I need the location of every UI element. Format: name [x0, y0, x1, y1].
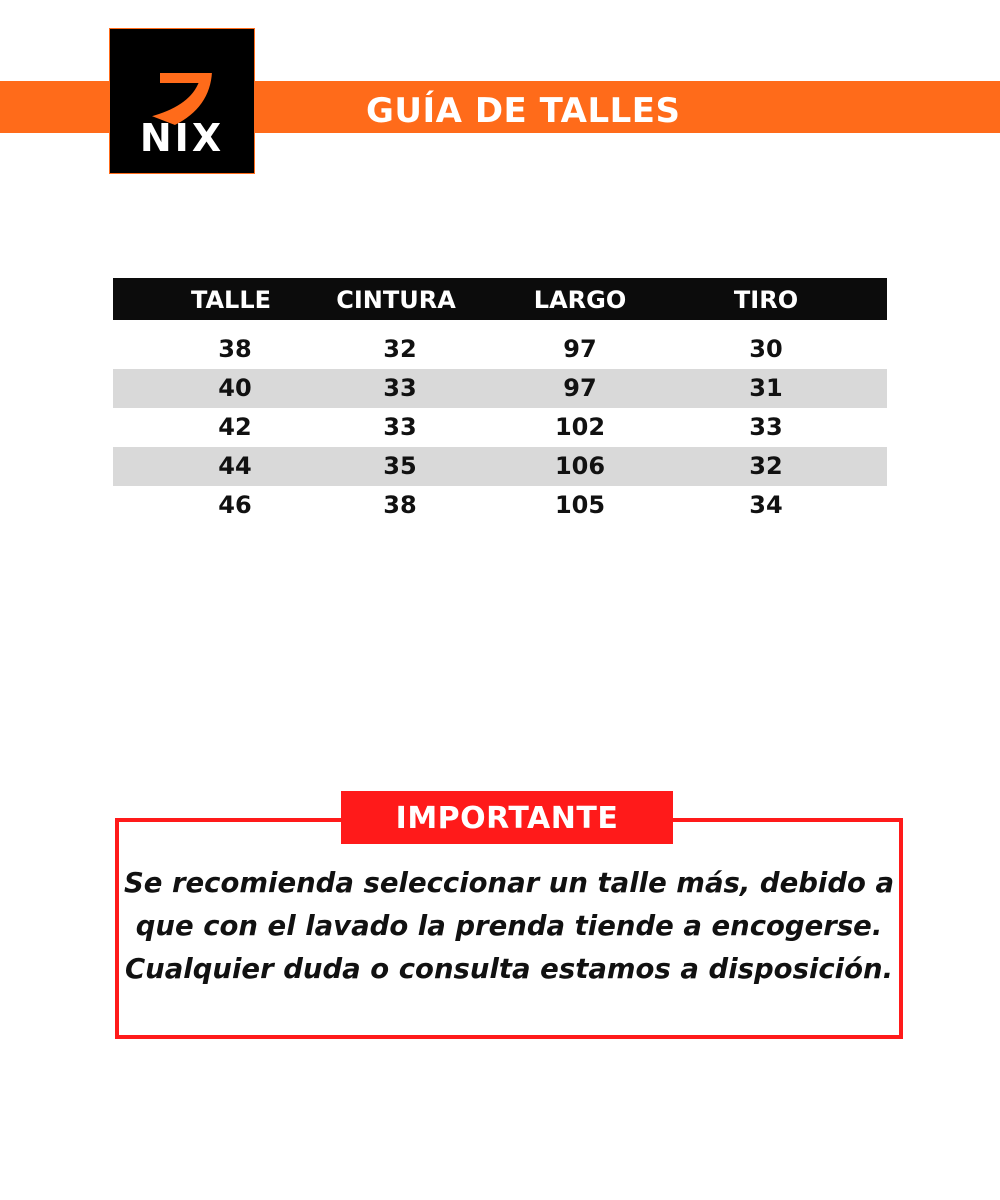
table-body [113, 330, 887, 525]
table-cell: 106 [554, 452, 606, 480]
table-cell: 33 [383, 413, 417, 441]
table-cell: 38 [218, 335, 252, 363]
table-cell: 102 [554, 413, 606, 441]
logo-text: NIX [139, 116, 225, 160]
table-cell: 44 [218, 452, 252, 480]
table-cell: 105 [554, 491, 606, 519]
notice-label: IMPORTANTE [341, 791, 673, 844]
table-cell: 31 [749, 374, 783, 402]
table-cell: 33 [749, 413, 783, 441]
table-cell: 32 [383, 335, 417, 363]
notice-line: que con el lavado la prenda tiende a encogerse. [135, 910, 883, 942]
notice-line: Se recomienda seleccionar un talle más, debido a [123, 867, 895, 899]
table-cell: 97 [563, 335, 597, 363]
table-cell: 34 [749, 491, 783, 519]
table-cell: 40 [218, 374, 252, 402]
table-row [113, 330, 887, 369]
table-cell: 35 [383, 452, 417, 480]
table-header-row [113, 278, 887, 320]
table-cell: 30 [749, 335, 783, 363]
table-cell: 46 [218, 491, 252, 519]
brand-logo [109, 28, 255, 174]
table-row [113, 408, 887, 447]
size-table [113, 278, 887, 525]
table-cell: 42 [218, 413, 252, 441]
page-title: GUÍA DE TALLES [366, 91, 681, 131]
notice-line: Cualquier duda o consulta estamos a disposición. [124, 953, 894, 985]
table-row [113, 447, 887, 486]
column-header-tiro: TIRO [733, 286, 799, 314]
column-header-cintura: CINTURA [336, 286, 456, 314]
column-header-largo: LARGO [533, 286, 627, 314]
table-cell: 33 [383, 374, 417, 402]
column-header-talle: TALLE [190, 286, 272, 314]
table-row [113, 486, 887, 525]
notice-text [119, 862, 899, 991]
table-cell: 38 [383, 491, 417, 519]
table-cell: 32 [749, 452, 783, 480]
table-row [113, 369, 887, 408]
table-cell: 97 [563, 374, 597, 402]
